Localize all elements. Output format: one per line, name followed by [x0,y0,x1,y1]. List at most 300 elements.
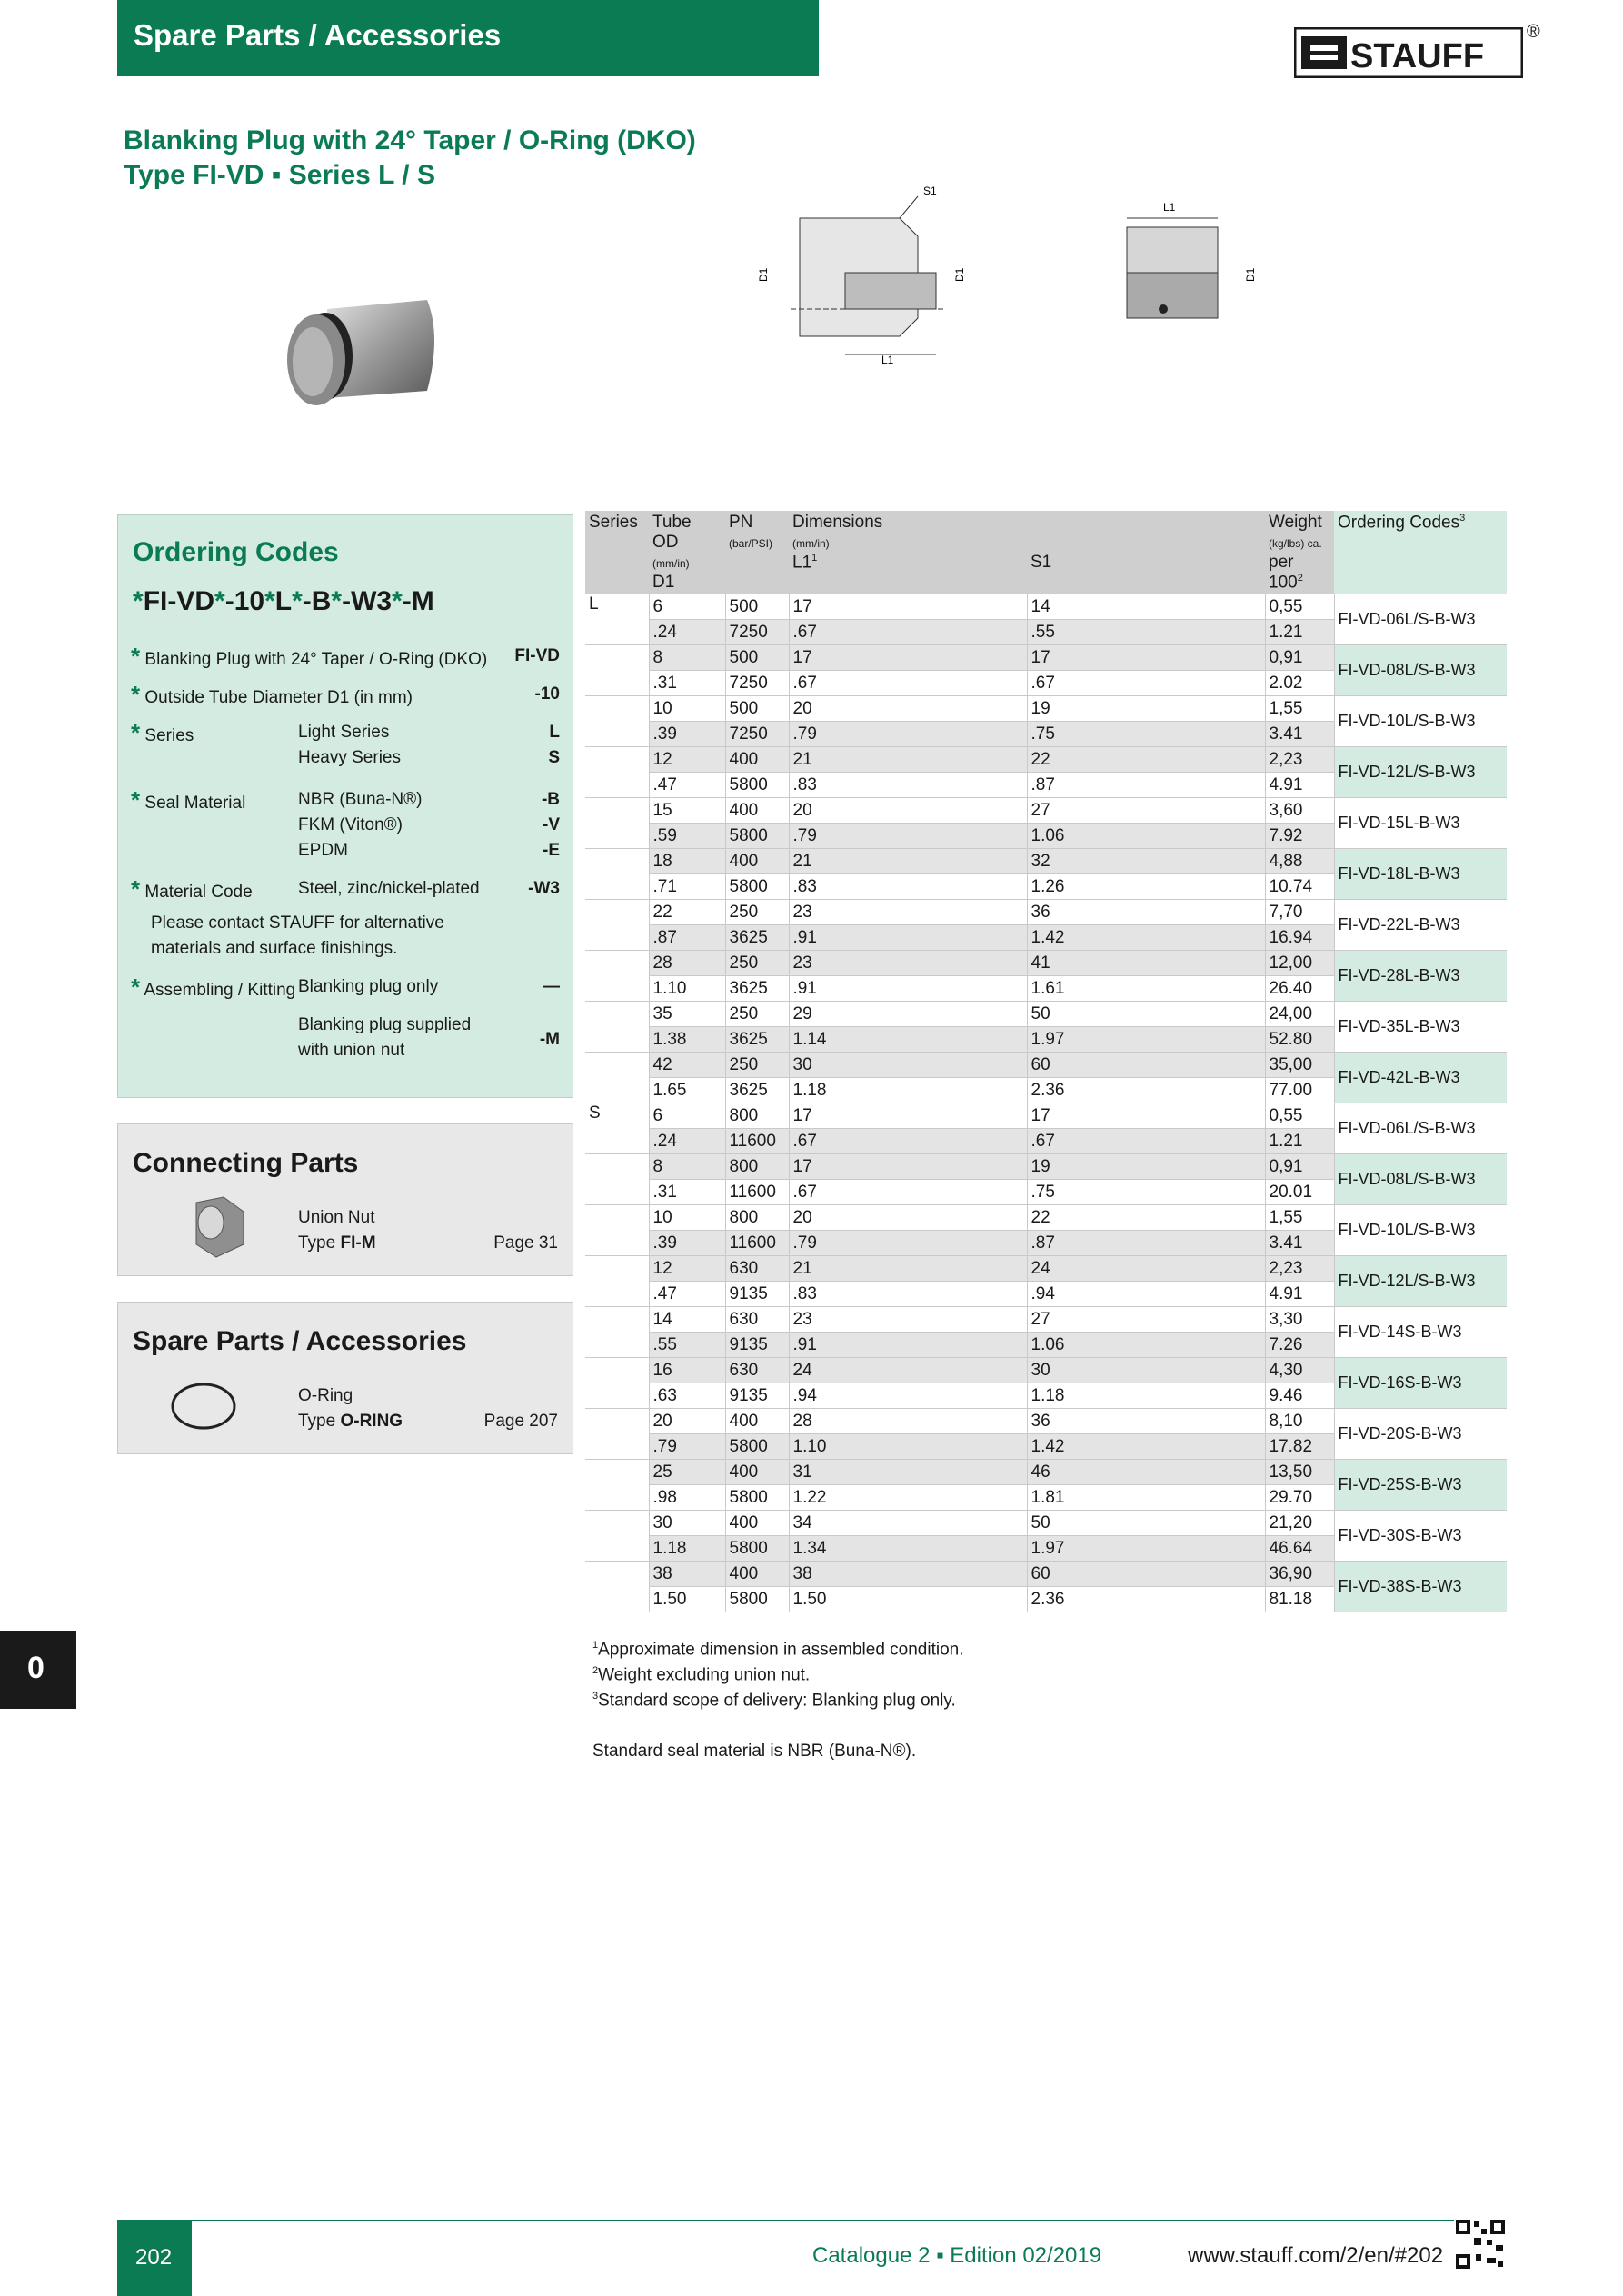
footer-divider [117,2220,1506,2221]
table-cell: 1,55 [1265,1205,1334,1231]
table-cell: .67 [789,671,1027,696]
ordering-option-plug-only: Blanking plug only [298,977,439,996]
table-cell: 2,23 [1265,747,1334,773]
table-cell: .63 [649,1383,725,1409]
page-number: 202 [117,2220,192,2296]
table-cell: .71 [649,874,725,900]
table-cell: .31 [649,1180,725,1205]
table-cell: 13,50 [1265,1460,1334,1485]
series-cell [585,1002,649,1053]
table-cell: 38 [649,1562,725,1587]
table-cell: 5800 [725,874,789,900]
table-cell: 1.34 [789,1536,1027,1562]
table-cell: 50 [1027,1002,1265,1027]
table-cell: 630 [725,1358,789,1383]
table-cell: 17 [789,1154,1027,1180]
series-cell [585,1358,649,1409]
ordering-codes-title: Ordering Codes [133,537,339,567]
table-cell: 9.46 [1265,1383,1334,1409]
table-cell: 16.94 [1265,925,1334,951]
table-cell: 1.10 [649,976,725,1002]
table-cell: 20 [649,1409,725,1434]
table-cell: 250 [725,900,789,925]
table-cell: 17 [1027,645,1265,671]
table-cell: 10.74 [1265,874,1334,900]
table-cell: .75 [1027,1180,1265,1205]
ordering-option-steel: Steel, zinc/nickel-plated [298,879,480,898]
table-cell: 16 [649,1358,725,1383]
contact-note-line2: materials and surface finishings. [151,939,398,958]
svg-text:L1: L1 [1163,201,1176,214]
ordering-value-heavy: S [548,748,560,767]
table-cell: 8 [649,645,725,671]
table-cell: 6 [649,1103,725,1129]
table-cell: 500 [725,696,789,722]
table-row [585,1205,1507,1231]
table-row [585,900,1507,925]
table-cell: 7,70 [1265,900,1334,925]
table-cell: .83 [789,874,1027,900]
table-cell: 26.40 [1265,976,1334,1002]
table-cell: 1.97 [1027,1536,1265,1562]
table-cell: .79 [649,1434,725,1460]
table-row [585,1358,1507,1383]
table-cell: 20 [789,798,1027,824]
table-cell: 5800 [725,1536,789,1562]
table-cell: 36 [1027,900,1265,925]
table-cell: 800 [725,1154,789,1180]
table-cell: 3625 [725,1027,789,1053]
table-cell: 400 [725,1460,789,1485]
table-cell: 400 [725,1511,789,1536]
table-cell: 7250 [725,671,789,696]
plug-drawing [1118,200,1272,345]
assembly-drawing [754,182,972,373]
ordering-code-pattern: *FI-VD*-10*L*-B*-W3*-M [133,586,434,616]
ordering-code-cell: FI-VD-06L/S-B-W3 [1334,1103,1507,1154]
table-cell: 1.21 [1265,620,1334,645]
table-cell: 400 [725,798,789,824]
table-cell: 5800 [725,773,789,798]
table-cell: 60 [1027,1053,1265,1078]
table-cell: 11600 [725,1180,789,1205]
table-cell: 250 [725,951,789,976]
table-cell: 41 [1027,951,1265,976]
table-cell: 19 [1027,696,1265,722]
table-cell: 500 [725,645,789,671]
union-nut-name: Union Nut [298,1208,375,1227]
ordering-code-cell: FI-VD-08L/S-B-W3 [1334,1154,1507,1205]
table-row [585,1307,1507,1333]
series-cell [585,798,649,849]
series-cell [585,1409,649,1460]
table-cell: .91 [789,925,1027,951]
table-cell: 38 [789,1562,1027,1587]
series-cell [585,1053,649,1103]
spare-parts-title: Spare Parts / Accessories [133,1326,467,1356]
table-cell: 28 [789,1409,1027,1434]
table-cell: 18 [649,849,725,874]
chapter-tab[interactable]: 0 [0,1631,76,1709]
series-cell [585,1460,649,1511]
table-cell: .79 [789,1231,1027,1256]
table-cell: 400 [725,747,789,773]
table-cell: 9135 [725,1333,789,1358]
table-cell: 23 [789,1307,1027,1333]
svg-text:STAUFF: STAUFF [1350,37,1485,75]
table-row [585,1562,1507,1587]
table-cell: 46.64 [1265,1536,1334,1562]
table-cell: 3,30 [1265,1307,1334,1333]
table-row [585,1256,1507,1282]
footnote-1: $^1$Approximate dimension in assembled condition. [592,1640,964,1660]
table-cell: 22 [1027,747,1265,773]
catalogue-edition: Catalogue 2 ▪ Edition 02/2019 [812,2243,1102,2268]
table-cell: 0,91 [1265,645,1334,671]
o-ring-icon [169,1381,238,1432]
registered-mark: ® [1527,22,1540,42]
table-cell: 8 [649,1154,725,1180]
table-cell: 20 [789,1205,1027,1231]
table-cell: 17 [789,594,1027,620]
th-series: Series [585,511,649,594]
table-cell: 250 [725,1002,789,1027]
ordering-code-cell: FI-VD-35L-B-W3 [1334,1002,1507,1053]
ordering-option-epdm: EPDM [298,841,348,860]
table-cell: 9135 [725,1282,789,1307]
table-cell: 28 [649,951,725,976]
ordering-codes-box [117,514,573,1098]
ordering-code-cell: FI-VD-14S-B-W3 [1334,1307,1507,1358]
table-cell: .67 [1027,671,1265,696]
table-cell: 7.92 [1265,824,1334,849]
series-cell [585,747,649,798]
table-cell: 1.61 [1027,976,1265,1002]
ordering-row-series: * Series [131,719,194,746]
stauff-logo [1294,27,1523,78]
table-cell: .47 [649,773,725,798]
table-cell: 60 [1027,1562,1265,1587]
th-pn: PN (bar/PSI) [725,511,789,594]
section-header-bar [117,0,819,76]
table-cell: 2.36 [1027,1587,1265,1612]
ordering-code-cell: FI-VD-28L-B-W3 [1334,951,1507,1002]
ordering-row-tube: * Outside Tube Diameter D1 (in mm) [131,681,413,708]
table-cell: 630 [725,1256,789,1282]
table-row [585,1103,1507,1129]
table-cell: 17 [789,1103,1027,1129]
table-cell: .67 [789,620,1027,645]
table-cell: 9135 [725,1383,789,1409]
ordering-code-cell: FI-VD-42L-B-W3 [1334,1053,1507,1103]
ordering-row-seal: * Seal Material [131,786,246,814]
table-cell: 77.00 [1265,1078,1334,1103]
ordering-code-cell: FI-VD-30S-B-W3 [1334,1511,1507,1562]
ordering-code-cell: FI-VD-15L-B-W3 [1334,798,1507,849]
table-cell: 800 [725,1205,789,1231]
table-cell: .94 [789,1383,1027,1409]
table-cell: 2,23 [1265,1256,1334,1282]
footnote-2: $^2$Weight excluding union nut. [592,1665,811,1685]
table-cell: 17.82 [1265,1434,1334,1460]
footnote-3: $^3$Standard scope of delivery: Blanking plug only. [592,1691,956,1711]
table-cell: .39 [649,722,725,747]
table-row [585,849,1507,874]
table-cell: 11600 [725,1129,789,1154]
table-cell: 21 [789,849,1027,874]
table-cell: 3.41 [1265,722,1334,747]
table-cell: 3625 [725,1078,789,1103]
ordering-code-cell: FI-VD-12L/S-B-W3 [1334,747,1507,798]
table-cell: 6 [649,594,725,620]
table-cell: 7250 [725,722,789,747]
table-cell: 1.18 [649,1536,725,1562]
table-cell: .79 [789,722,1027,747]
series-cell [585,951,649,1002]
table-cell: 10 [649,1205,725,1231]
table-cell: 14 [649,1307,725,1333]
table-cell: 400 [725,849,789,874]
ordering-code-cell: FI-VD-06L/S-B-W3 [1334,594,1507,645]
table-cell: 2.02 [1265,671,1334,696]
table-cell: .94 [1027,1282,1265,1307]
table-cell: 24 [1027,1256,1265,1282]
svg-text:D1: D1 [1244,267,1257,282]
table-cell: .67 [1027,1129,1265,1154]
table-cell: 3625 [725,976,789,1002]
table-cell: 1.50 [649,1587,725,1612]
table-cell: 35,00 [1265,1053,1334,1078]
table-cell: 1.10 [789,1434,1027,1460]
series-cell [585,1562,649,1612]
union-nut-type: Type FI-M [298,1233,376,1253]
table-cell: 81.18 [1265,1587,1334,1612]
ordering-value-epdm: -E [543,841,560,860]
ordering-value-plug-only: — [543,977,560,996]
table-cell: 23 [789,951,1027,976]
table-row [585,594,1507,620]
th-dimensions: Dimensions (mm/in) $L1^1$ [789,511,1027,594]
table-cell: 15 [649,798,725,824]
table-row [585,645,1507,671]
table-cell: .59 [649,824,725,849]
table-cell: 12 [649,747,725,773]
table-cell: 19 [1027,1154,1265,1180]
table-cell: 30 [1027,1358,1265,1383]
table-cell: .91 [789,1333,1027,1358]
table-row [585,747,1507,773]
series-cell [585,1205,649,1256]
table-cell: .79 [789,824,1027,849]
table-cell: 1,55 [1265,696,1334,722]
table-cell: 0,55 [1265,1103,1334,1129]
table-cell: 250 [725,1053,789,1078]
table-cell: 29.70 [1265,1485,1334,1511]
table-cell: 30 [649,1511,725,1536]
table-row [585,1460,1507,1485]
table-cell: 25 [649,1460,725,1485]
table-cell: 34 [789,1511,1027,1536]
ordering-code-cell: FI-VD-16S-B-W3 [1334,1358,1507,1409]
ordering-code-cell: FI-VD-18L-B-W3 [1334,849,1507,900]
ordering-option-fkm: FKM (Viton®) [298,815,403,834]
table-cell: 29 [789,1002,1027,1027]
table-cell: 7.26 [1265,1333,1334,1358]
table-cell: 1.21 [1265,1129,1334,1154]
union-nut-icon [187,1193,251,1263]
table-cell: 1.18 [789,1078,1027,1103]
table-cell: 1.06 [1027,1333,1265,1358]
table-cell: .55 [649,1333,725,1358]
table-cell: .31 [649,671,725,696]
table-row [585,1002,1507,1027]
series-cell [585,1307,649,1358]
table-cell: 35 [649,1002,725,1027]
table-cell: 7250 [725,620,789,645]
dimensions-table [585,511,1507,1612]
table-cell: 0,91 [1265,1154,1334,1180]
table-cell: 630 [725,1307,789,1333]
table-cell: 27 [1027,798,1265,824]
th-ordering-codes: Ordering Codes$^3$ [1334,511,1507,594]
table-cell: .87 [649,925,725,951]
th-weight: Weight (kg/lbs) ca. per $100^2$ [1265,511,1334,594]
th-s1: S1 [1027,511,1265,594]
ordering-code-cell: FI-VD-38S-B-W3 [1334,1562,1507,1612]
table-cell: 5800 [725,824,789,849]
table-cell: .83 [789,1282,1027,1307]
ordering-value-nbr: -B [541,790,560,809]
svg-text:D1: D1 [757,267,770,282]
table-cell: 1.06 [1027,824,1265,849]
table-cell: 1.22 [789,1485,1027,1511]
product-subtitle: Type FI-VD ▪ Series L / S [124,160,435,190]
table-cell: 1.97 [1027,1027,1265,1053]
ordering-code-cell: FI-VD-10L/S-B-W3 [1334,1205,1507,1256]
table-cell: 36,90 [1265,1562,1334,1587]
series-cell [585,900,649,951]
table-cell: 1.14 [789,1027,1027,1053]
qr-code-icon[interactable] [1454,2218,1507,2271]
table-row [585,1154,1507,1180]
table-cell: .39 [649,1231,725,1256]
table-row [585,798,1507,824]
ordering-option-union-line2: with union nut [298,1041,405,1060]
table-cell: .83 [789,773,1027,798]
table-cell: 1.26 [1027,874,1265,900]
series-cell [585,696,649,747]
table-cell: .67 [789,1180,1027,1205]
o-ring-page-link[interactable]: Page 207 [483,1412,558,1431]
ordering-value-tube: -10 [534,684,560,704]
table-cell: 400 [725,1562,789,1587]
table-cell: 8,10 [1265,1409,1334,1434]
table-cell: 22 [1027,1205,1265,1231]
product-title: Blanking Plug with 24° Taper / O-Ring (DKO) [124,125,696,155]
ordering-row-type: * Blanking Plug with 24° Taper / O-Ring (DKO) [131,643,488,670]
series-cell [585,645,649,696]
ordering-value-type: FI-VD [514,646,560,665]
table-cell: 42 [649,1053,725,1078]
table-cell: 21 [789,747,1027,773]
ordering-code-cell: FI-VD-10L/S-B-W3 [1334,696,1507,747]
table-cell: 23 [789,900,1027,925]
table-cell: 3,60 [1265,798,1334,824]
table-cell: 500 [725,594,789,620]
table-row [585,1409,1507,1434]
table-cell: .47 [649,1282,725,1307]
table-cell: 11600 [725,1231,789,1256]
ordering-row-assembling: * Assembling / Kitting [131,973,296,1001]
table-cell: 30 [789,1053,1027,1078]
svg-text:L1: L1 [881,354,894,366]
ordering-value-light: L [549,723,560,742]
table-cell: 5800 [725,1587,789,1612]
table-cell: 50 [1027,1511,1265,1536]
ordering-value-fkm: -V [543,815,560,834]
table-cell: .87 [1027,773,1265,798]
table-cell: 0,55 [1265,594,1334,620]
series-cell: L [585,594,649,645]
table-cell: .24 [649,620,725,645]
table-cell: 10 [649,696,725,722]
series-cell: S [585,1103,649,1154]
spare-parts-box [117,1302,573,1454]
table-cell: 21 [789,1256,1027,1282]
table-cell: 17 [789,645,1027,671]
series-cell [585,1256,649,1307]
table-cell: 2.36 [1027,1078,1265,1103]
blanking-plug-image [273,291,445,418]
table-cell: 4,88 [1265,849,1334,874]
series-cell [585,849,649,900]
union-nut-page-link[interactable]: Page 31 [493,1233,558,1253]
ordering-option-nbr: NBR (Buna-N®) [298,790,423,809]
seal-note: Standard seal material is NBR (Buna-N®). [592,1742,917,1761]
table-row [585,951,1507,976]
table-cell: 12,00 [1265,951,1334,976]
table-cell: 1.50 [789,1587,1027,1612]
ordering-row-material: * Material Code [131,875,253,903]
table-cell: 1.18 [1027,1383,1265,1409]
table-cell: 14 [1027,594,1265,620]
table-cell: .87 [1027,1231,1265,1256]
table-cell: .55 [1027,620,1265,645]
section-title: Spare Parts / Accessories [134,18,502,52]
ordering-value-union: -M [539,1030,560,1049]
svg-text:D1: D1 [953,267,966,282]
table-cell: 4.91 [1265,773,1334,798]
connecting-parts-box [117,1123,573,1276]
table-cell: .98 [649,1485,725,1511]
o-ring-name: O-Ring [298,1386,353,1405]
table-cell: 24 [789,1358,1027,1383]
table-cell: .91 [789,976,1027,1002]
table-row [585,1053,1507,1078]
table-cell: 21,20 [1265,1511,1334,1536]
table-row [585,696,1507,722]
th-tube: Tube OD (mm/in) D1 [649,511,725,594]
table-cell: 24,00 [1265,1002,1334,1027]
table-cell: 20.01 [1265,1180,1334,1205]
footer-url[interactable]: www.stauff.com/2/en/#202 [1188,2243,1444,2268]
table-cell: 3.41 [1265,1231,1334,1256]
table-cell: 22 [649,900,725,925]
o-ring-type: Type O-RING [298,1412,403,1431]
ordering-code-cell: FI-VD-20S-B-W3 [1334,1409,1507,1460]
table-cell: 3625 [725,925,789,951]
ordering-option-heavy: Heavy Series [298,748,401,767]
